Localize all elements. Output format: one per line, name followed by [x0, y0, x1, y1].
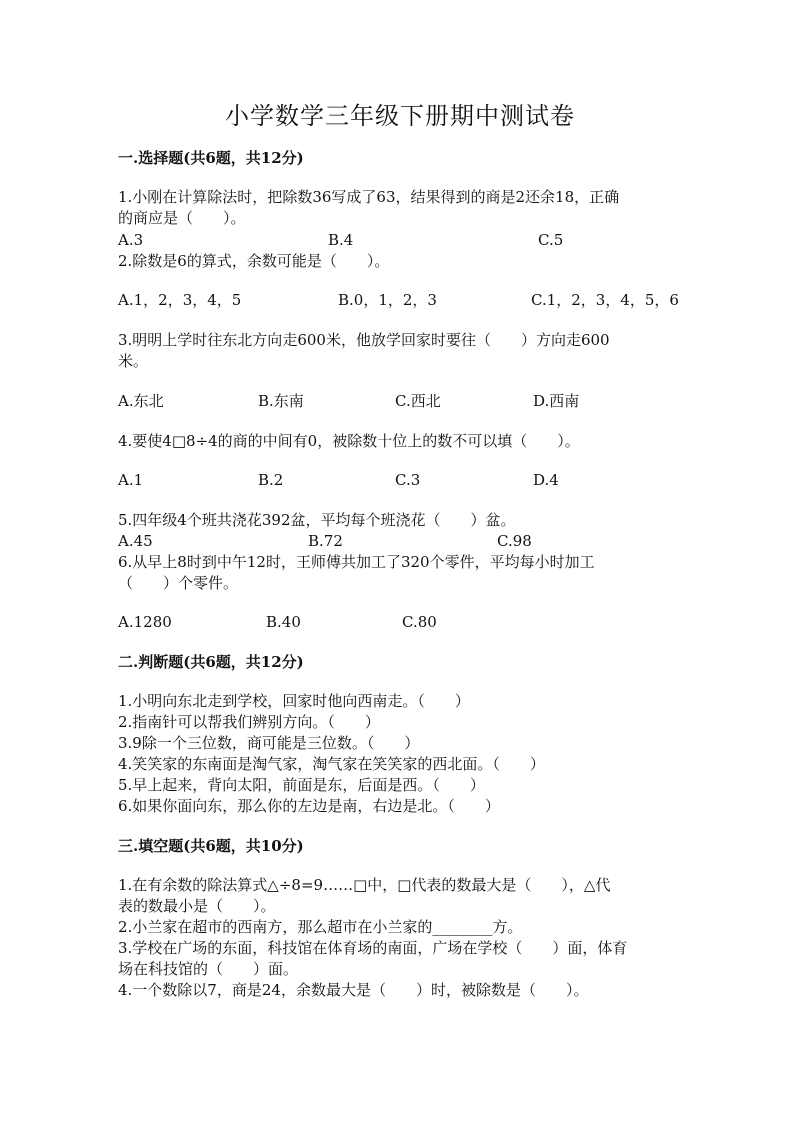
question-line: 4.笑笑家的东南面是淘气家，淘气家在笑笑家的西北面。（ ） [118, 755, 545, 773]
option-d: D.4 [533, 471, 559, 489]
option-a: A.45 [118, 532, 153, 550]
question-line: 的商应是（ ）。 [118, 209, 246, 227]
option-c: C.98 [497, 532, 532, 550]
question-line: 4.要使4□8÷4的商的中间有0，被除数十位上的数不可以填（ ）。 [118, 432, 580, 450]
option-a: A.1 [118, 471, 144, 489]
option-c: C.80 [402, 613, 437, 631]
section-heading-fill-blank: 三.填空题(共6题，共10分) [118, 837, 304, 855]
section-heading-judgment: 二.判断题(共6题，共12分) [118, 653, 304, 671]
option-b: B.40 [266, 613, 301, 631]
question-line: 2.除数是6的算式，余数可能是（ ）。 [118, 252, 390, 270]
question-line: 3.明明上学时往东北方向走600米，他放学回家时要往（ ）方向走600 [118, 331, 610, 349]
option-c: C.西北 [395, 392, 441, 410]
option-c: C.5 [538, 231, 564, 249]
question-line: 6.如果你面向东，那么你的左边是南，右边是北。（ ） [118, 797, 500, 815]
option-a: A.1280 [118, 613, 172, 631]
option-b: B.东南 [258, 392, 304, 410]
question-line: （ ）个零件。 [118, 574, 239, 592]
question-line: 3.学校在广场的东面，科技馆在体育场的南面，广场在学校（ ）面，体育 [118, 939, 628, 957]
option-b: B.72 [308, 532, 343, 550]
option-c: C.1，2，3，4，5，6 [531, 291, 679, 309]
question-line: 5.四年级4个班共浇花392盆，平均每个班浇花（ ）盆。 [118, 511, 516, 529]
question-line: 4.一个数除以7，商是24，余数最大是（ ）时，被除数是（ ）。 [118, 981, 589, 999]
option-c: C.3 [395, 471, 421, 489]
question-line: 场在科技馆的（ ）面。 [118, 960, 299, 978]
exam-title: 小学数学三年级下册期中测试卷 [225, 102, 575, 130]
question-line: 6.从早上8时到中午12时，王师傅共加工了320个零件，平均每小时加工 [118, 553, 595, 571]
question-line: 1.小明向东北走到学校，回家时他向西南走。（ ） [118, 692, 470, 710]
option-a: A.东北 [118, 392, 164, 410]
option-b: B.0，1，2，3 [338, 291, 437, 309]
question-line: 米。 [118, 352, 149, 370]
section-heading-choice: 一.选择题(共6题，共12分) [118, 149, 304, 167]
question-line: 2.指南针可以帮我们辨别方向。（ ） [118, 713, 380, 731]
question-line: 1.在有余数的除法算式△÷8=9……□中，□代表的数最大是（ ），△代 [118, 876, 611, 894]
option-d: D.西南 [533, 392, 580, 410]
option-a: A.3 [118, 231, 144, 249]
question-line: 3.9除一个三位数，商可能是三位数。（ ） [118, 734, 420, 752]
question-line: 5.早上起来，背向太阳，前面是东，后面是西。（ ） [118, 776, 485, 794]
option-b: B.2 [258, 471, 284, 489]
question-line: 2.小兰家在超市的西南方，那么超市在小兰家的________方。 [118, 918, 523, 936]
option-b: B.4 [328, 231, 354, 249]
question-line: 1.小刚在计算除法时，把除数36写成了63，结果得到的商是2还余18，正确 [118, 188, 620, 206]
question-line: 表的数最小是（ ）。 [118, 897, 276, 915]
option-a: A.1，2，3，4，5 [118, 291, 242, 309]
